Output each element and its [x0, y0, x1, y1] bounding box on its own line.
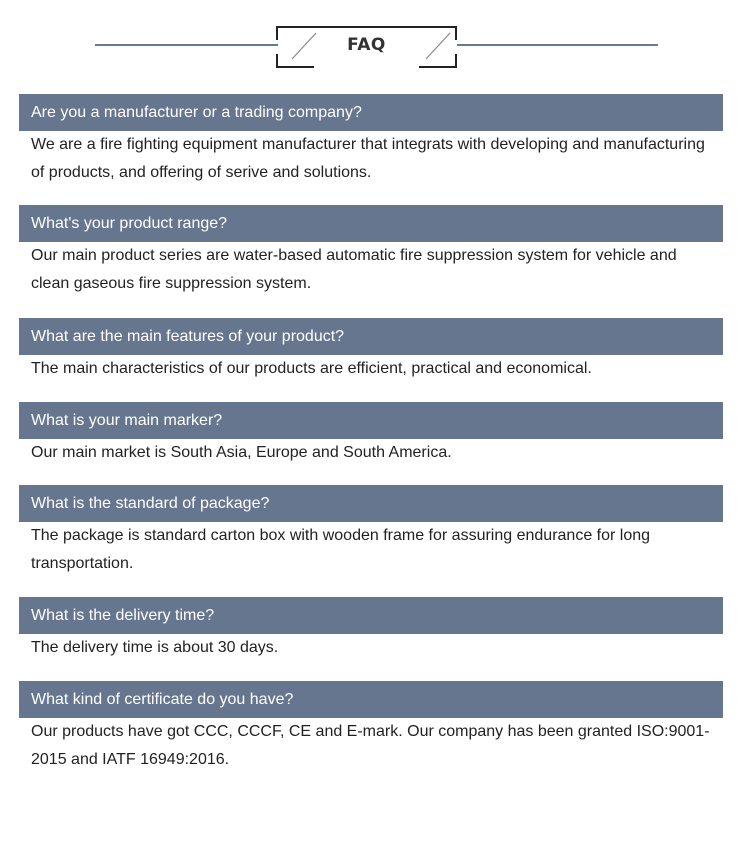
faq-header: [0, 0, 750, 80]
faq-question: What are the main features of your product?: [19, 318, 723, 355]
faq-question: What is your main marker?: [19, 402, 723, 439]
header-divider-right: [457, 44, 658, 46]
faq-item: [19, 205, 723, 298]
header-divider-left: [95, 44, 278, 46]
faq-title-frame: [276, 26, 457, 66]
page-title: FAQ: [347, 35, 386, 55]
faq-question: What kind of certificate do you have?: [19, 681, 723, 718]
faq-item: [19, 485, 723, 578]
faq-answer: The main characteristics of our products are efficient, practical and economical.: [31, 360, 592, 377]
faq-answer: The delivery time is about 30 days.: [31, 639, 279, 656]
faq-item: [19, 402, 723, 467]
faq-answer: The package is standard carton box with wooden frame for assuring endurance for long transportation.: [31, 527, 651, 572]
faq-question: What is the standard of package?: [19, 485, 723, 522]
faq-question: Are you a manufacturer or a trading company?: [19, 94, 723, 131]
faq-answer: We are a fire fighting equipment manufacturer that integrats with developing and manufacturing of products, and offering of serive and solutions.: [31, 136, 705, 181]
faq-item: [19, 94, 723, 187]
faq-item: [19, 318, 723, 383]
faq-item: [19, 681, 723, 774]
faq-item: [19, 597, 723, 662]
faq-question: What's your product range?: [19, 205, 723, 242]
faq-answer: Our main market is South Asia, Europe and South America.: [31, 444, 452, 461]
faq-answer: Our main product series are water-based automatic fire suppression system for vehicle and clean gaseous fire suppression system.: [31, 247, 677, 292]
faq-question: What is the delivery time?: [19, 597, 723, 634]
faq-answer: Our products have got CCC, CCCF, CE and E-mark. Our company has been granted ISO:9001-2015 and IATF 16949:2016.: [31, 723, 710, 768]
